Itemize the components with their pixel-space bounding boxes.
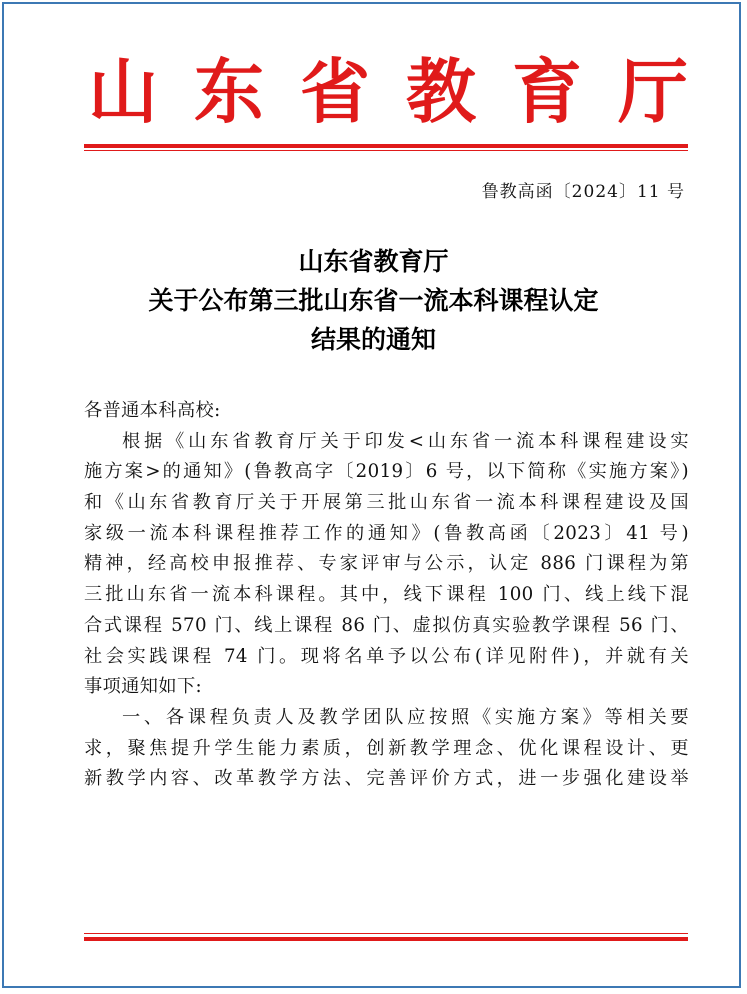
document-body	[84, 396, 689, 795]
title-line-2: 关于公布第三批山东省一流本科课程认定	[148, 286, 599, 315]
letterhead-char: 东	[194, 50, 264, 133]
body-line: 施方案>的通知》(鲁教高字〔2019〕6 号，以下简称《实施方案》)	[84, 461, 689, 483]
document-title	[60, 242, 687, 359]
footer-rule-thin	[84, 933, 688, 934]
title-line-3: 结果的通知	[310, 325, 436, 354]
letterhead-char: 育	[512, 50, 582, 133]
body-line: 事项通知如下:	[84, 676, 203, 698]
body-line: 一、各课程负责人及教学团队应按照《实施方案》等相关要	[122, 706, 689, 728]
document-number: 鲁教高函〔2024〕11 号	[481, 182, 685, 202]
letterhead-rule-thick	[84, 144, 688, 148]
title-line-1: 山东省教育厅	[298, 247, 449, 276]
letterhead-title	[88, 52, 688, 132]
body-line: 根据《山东省教育厅关于印发<山东省一流本科课程建设实	[122, 430, 689, 452]
letterhead-char: 省	[300, 50, 370, 133]
body-line: 求，聚焦提升学生能力素质，创新教学理念、优化课程设计、更	[84, 737, 689, 759]
letterhead-char: 教	[406, 50, 476, 133]
salutation: 各普通本科高校:	[84, 400, 221, 421]
footer-rule-thick	[84, 937, 688, 941]
letterhead-char: 厅	[618, 50, 688, 133]
body-line: 社会实践课程 74 门。现将名单予以公布(详见附件)，并就有关	[84, 645, 689, 667]
letterhead-char: 山	[88, 50, 158, 133]
body-line: 和《山东省教育厅关于开展第三批山东省一流本科课程建设及国	[84, 492, 689, 514]
letterhead-rule-thin	[84, 150, 688, 151]
body-line: 家级一流本科课程推荐工作的通知》(鲁教高函〔2023〕41 号)	[84, 522, 689, 544]
body-line: 三批山东省一流本科课程。其中，线下课程 100 门、线上线下混	[84, 584, 689, 606]
body-line: 新教学内容、改革教学方法、完善评价方式，进一步强化建设举	[84, 768, 689, 790]
body-line: 合式课程 570 门、线上课程 86 门、虚拟仿真实验教学课程 56 门、	[84, 614, 689, 636]
body-line: 精神，经高校申报推荐、专家评审与公示，认定 886 门课程为第	[84, 553, 689, 575]
